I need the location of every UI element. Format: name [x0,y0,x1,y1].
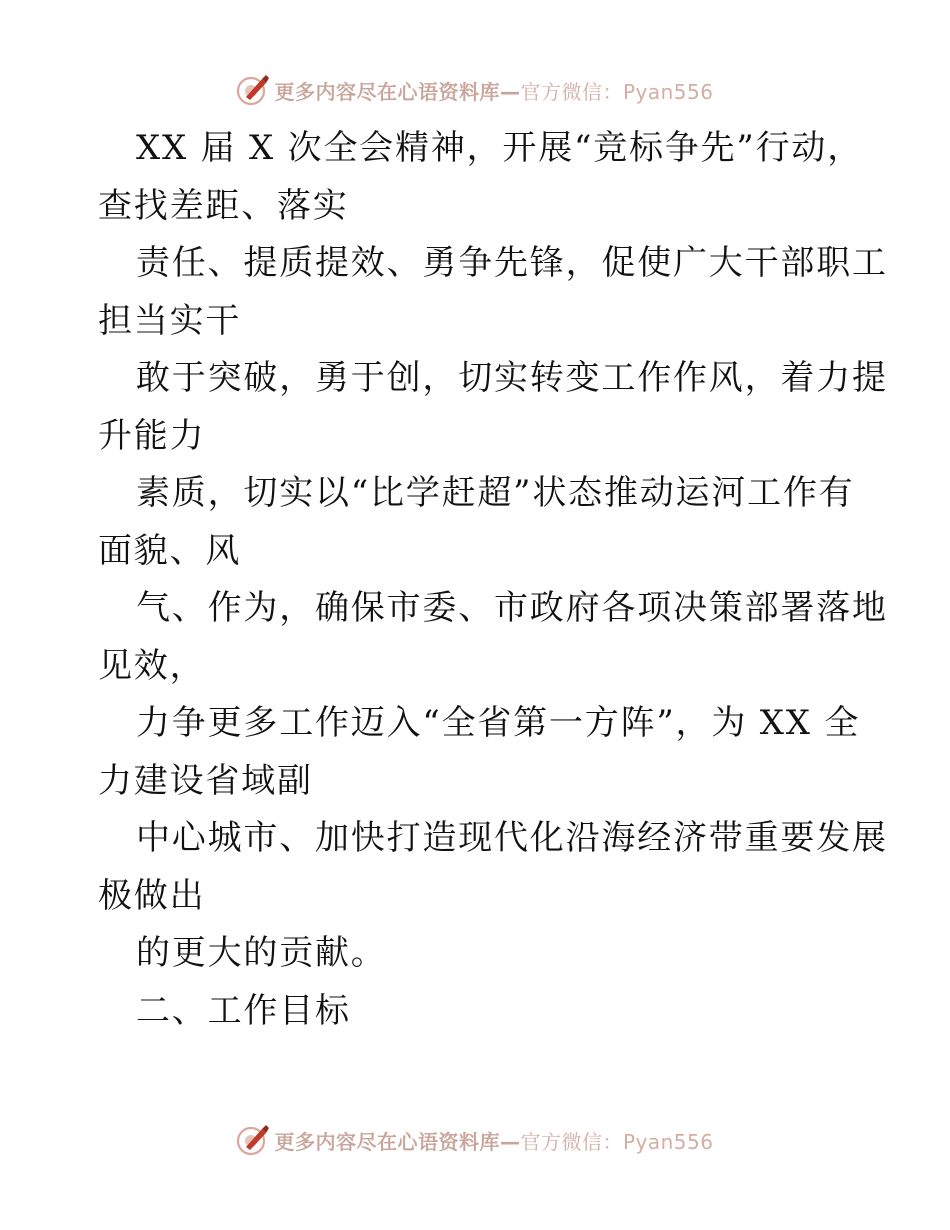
body-line: 敢于突破，勇于创，切实转变工作作风，着力提 [136,358,888,398]
body-line: 见效， [98,645,206,686]
pen-nib-logo-icon [236,73,270,107]
section-heading: 二、工作目标 [136,990,351,1031]
document-body [98,120,888,1040]
footer-watermark-text [274,1126,713,1155]
body-line: 担当实干 [98,300,242,341]
body-line: 气、作为，确保市委、市政府各项决策部署落地 [136,588,888,628]
header-watermark-text [274,76,713,105]
header-watermark-main: 更多内容尽在心语资料库— [274,79,521,104]
body-line: 面貌、风 [98,530,242,571]
body-line: 升能力 [98,415,206,456]
body-line: 力建设省域副 [98,760,313,801]
header-watermark-wechat: 官方微信：Pyan556 [520,79,714,104]
pen-nib-logo-icon [236,1123,270,1157]
footer-watermark-wechat: 官方微信：Pyan556 [520,1129,714,1154]
body-line: 中心城市、加快打造现代化沿海经济带重要发展 [136,818,888,858]
body-line: 责任、提质提效、勇争先锋，促使广大干部职工 [136,243,888,283]
body-line: XX 届 X 次全会精神，开展“竞标争先”行动， [136,128,864,168]
header-watermark-banner [0,70,950,110]
footer-watermark-banner [0,1120,950,1160]
footer-watermark-main: 更多内容尽在心语资料库— [274,1129,521,1154]
body-line: 的更大的贡献。 [136,933,387,973]
body-line: 极做出 [98,875,206,916]
body-line: 查找差距、落实 [98,185,349,226]
body-line: 力争更多工作迈入“全省第一方阵”，为 XX 全 [136,703,861,743]
body-line: 素质，切实以“比学赶超”状态推动运河工作有 [136,473,855,513]
